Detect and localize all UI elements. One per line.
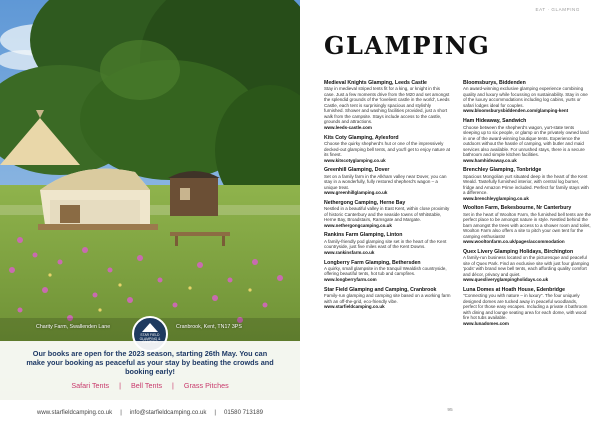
advert-tags [0,381,300,390]
footer-separator: | [214,409,217,416]
tent-icon [142,323,158,332]
entry-description: Set in the heart of Woolton Farm, the furnished bell tents are the perfect place to be amongst nature in style. Nestled behind the barn amongst the trees with access to a shower room and toilet, Woolton Farm also offers a site to pitch your own tent for the camping enthusiasts! [463,211,591,239]
list-item [463,118,591,163]
entry-title: Woolton Farm, Bekesbourne, Nr Canterbury [463,205,572,212]
entry-url: www.rankinsfarm.co.uk [324,249,375,255]
entry-description: Family-run glamping and camping site based on a working farm with an off-the-grid, eco-friendly vibe. [324,293,451,304]
entry-url: www.greenhillglamping.co.uk [324,190,388,196]
logo-text: STAR FIELD GLAMPING & [139,332,161,341]
entry-url: www.hamhideaway.co.uk [463,157,517,163]
list-item [463,205,591,245]
entry-description: Stay in medieval striped tents fit for a king, or knight in this case. Just a few moments drive from the M20 and set amongst the splendid grounds of the 'loveliest castle in the world', Leeds Castle, each tent is surprisingly spacious and stylishly furnished. Shower and washing facilities provided, just a short walk from the campsite. Stays include access to the castle, grounds and attractions. [324,86,450,125]
article-column-right [463,80,591,331]
entry-title: Longberry Farm Glamping, Bethersden [324,259,421,266]
entry-title: Bloomsburys, Biddenden [463,80,526,86]
entry-title: Ham Hideaway, Sandwich [463,118,527,125]
list-item [324,200,452,229]
entry-url: www.wooltonfarm.co.uk/pages/accommodation [463,239,565,245]
running-head: EAT · GLAMPING [535,7,580,12]
entry-title: Kits Coty Glamping, Aylesford [324,134,399,141]
list-item [324,167,452,196]
list-item [324,135,452,164]
entry-title: Greenhill Glamping, Dover [324,167,390,174]
advert-address-right: Cranbrook, Kent, TN17 3PS [176,324,242,330]
advert-headline: Our books are open for the 2023 season, starting 26th May. You can make your booking as peaceful as your stay by beating the crowds and booking early! [26,349,274,376]
page-title: GLAMPING [324,31,491,60]
entry-url: www.brenchleyglamping.co.uk [463,195,529,201]
tag-bell-tents: Bell Tents [131,381,163,390]
entry-description: An award-winning exclusive glamping experience combining quality and luxury while focussing on sustainability. Stay in one of the luxury accommodations including log cabins, yurts or safari lodges ideal for couples. [463,86,588,108]
list-item [324,80,452,131]
entry-url: www.longberryfarm.com [324,276,377,282]
entry-description: Nestled in a beautiful valley in East Kent, within close proximity of historic Canterbury and the seaside towns of Whitstable, Herne Bay, Broadstairs, Ramsgate and Margate. [324,206,450,223]
list-item [463,80,591,114]
list-item [324,260,452,283]
entry-title: Medieval Knights Glamping, Leeds Castle [324,80,427,86]
list-item [324,287,452,310]
advert-website: www.starfieldcamping.co.uk [37,409,113,416]
entry-url: www.quexliveryglampingholidays.co.uk [463,277,549,283]
tag-separator: | [172,381,174,390]
list-item [463,287,591,327]
entry-title: Brenchley Glamping, Tonbridge [463,167,542,174]
advert-band [0,341,300,400]
entry-title: Star Field Glamping and Camping, Cranbrook [324,286,437,293]
tag-separator: | [119,381,122,390]
entry-url: www.starfieldcamping.co.uk [324,304,385,310]
advert-email: info@starfieldcamping.co.uk [129,409,207,416]
entry-description: A family-friendly pod glamping site set in the heart of the Kent countryside, just five miles east of the Kent Downs. [324,238,447,250]
entry-description: A family-run business located on the picturesque and peaceful site of Quex Park. Find an exclusive site with just four glamping 'pods' with brand new bell tents, each affording quality comfort and décor, privacy and quiet. [463,255,590,277]
list-item [463,167,591,201]
entry-url: www.lunadomes.com [463,320,509,326]
advert-footer [0,400,300,425]
footer-separator: | [120,409,122,416]
entry-description: Choose the quirky shepherd's hut or one of the impressively decked-out glamping bell tents, and you'll get to enjoy nature at its finest. [324,141,450,158]
entry-url: www.nethergongcamping.co.uk [324,222,392,228]
tag-grass-pitches: Grass Pitches [183,381,229,390]
list-item [463,249,591,283]
page-number: 95 [447,408,453,413]
advert-address-left: Charity Farm, Swallenden Lane [36,324,111,330]
entry-url: www.leeds-castle.com [324,124,372,130]
entry-description: Spacious Mongolian yurt situated deep in the heart of the Kent Weald. Tastefully furnished interior, with central log burner, fridge and Amazon Prime included. Perfect for family stays with a difference. [463,173,589,196]
entry-title: Rankins Farm Glamping, Linton [324,232,403,239]
entry-title: Quex Livery Glamping Holidays, Birchington [463,248,574,255]
entry-description: Choose between the shepherd's wagon, yurt-state tents sleeping up to six people, or glamp on the privately owned land in one of the award-winning boutique tents. Experience the outdoors without the hassle of camping, with butler and maid services also available. For unrushed stays, there is a secure bathroom and simple kitchen facilities. [463,124,589,158]
entry-description: Set on a family farm in the Alkham valley near Dover, you can stay in a wonderfully, fully restored shepherd's wagon – a unique treat. [324,173,447,190]
entry-url: www.bloomsburysbiddenden.com/glamping-kent [463,108,569,114]
entry-title: Luna Domes at Hoath House, Edenbridge [463,287,566,294]
list-item [324,232,452,255]
entry-description: "Connecting you with nature – in luxury". The four uniquely designed domes are tucked away in peaceful woodlands, perfect for those easy escapes. Including a private 4 bathroom with dining and lounge seating area for each dome, with wood fire hot tubs available. [463,293,588,321]
entry-description: A quirky, small glampsite in the tranquil Wealdish countryside, offering beautiful tents, hot tub and campfires. [324,265,447,277]
article-column-left [324,80,452,314]
entry-url: www.kitscotyglamping.co.uk [324,157,386,163]
article-page [300,0,600,425]
advert-phone: 01580 713189 [224,409,263,416]
entry-title: Nethergong Camping, Herne Bay [324,199,406,206]
tag-safari-tents: Safari Tents [71,381,110,390]
